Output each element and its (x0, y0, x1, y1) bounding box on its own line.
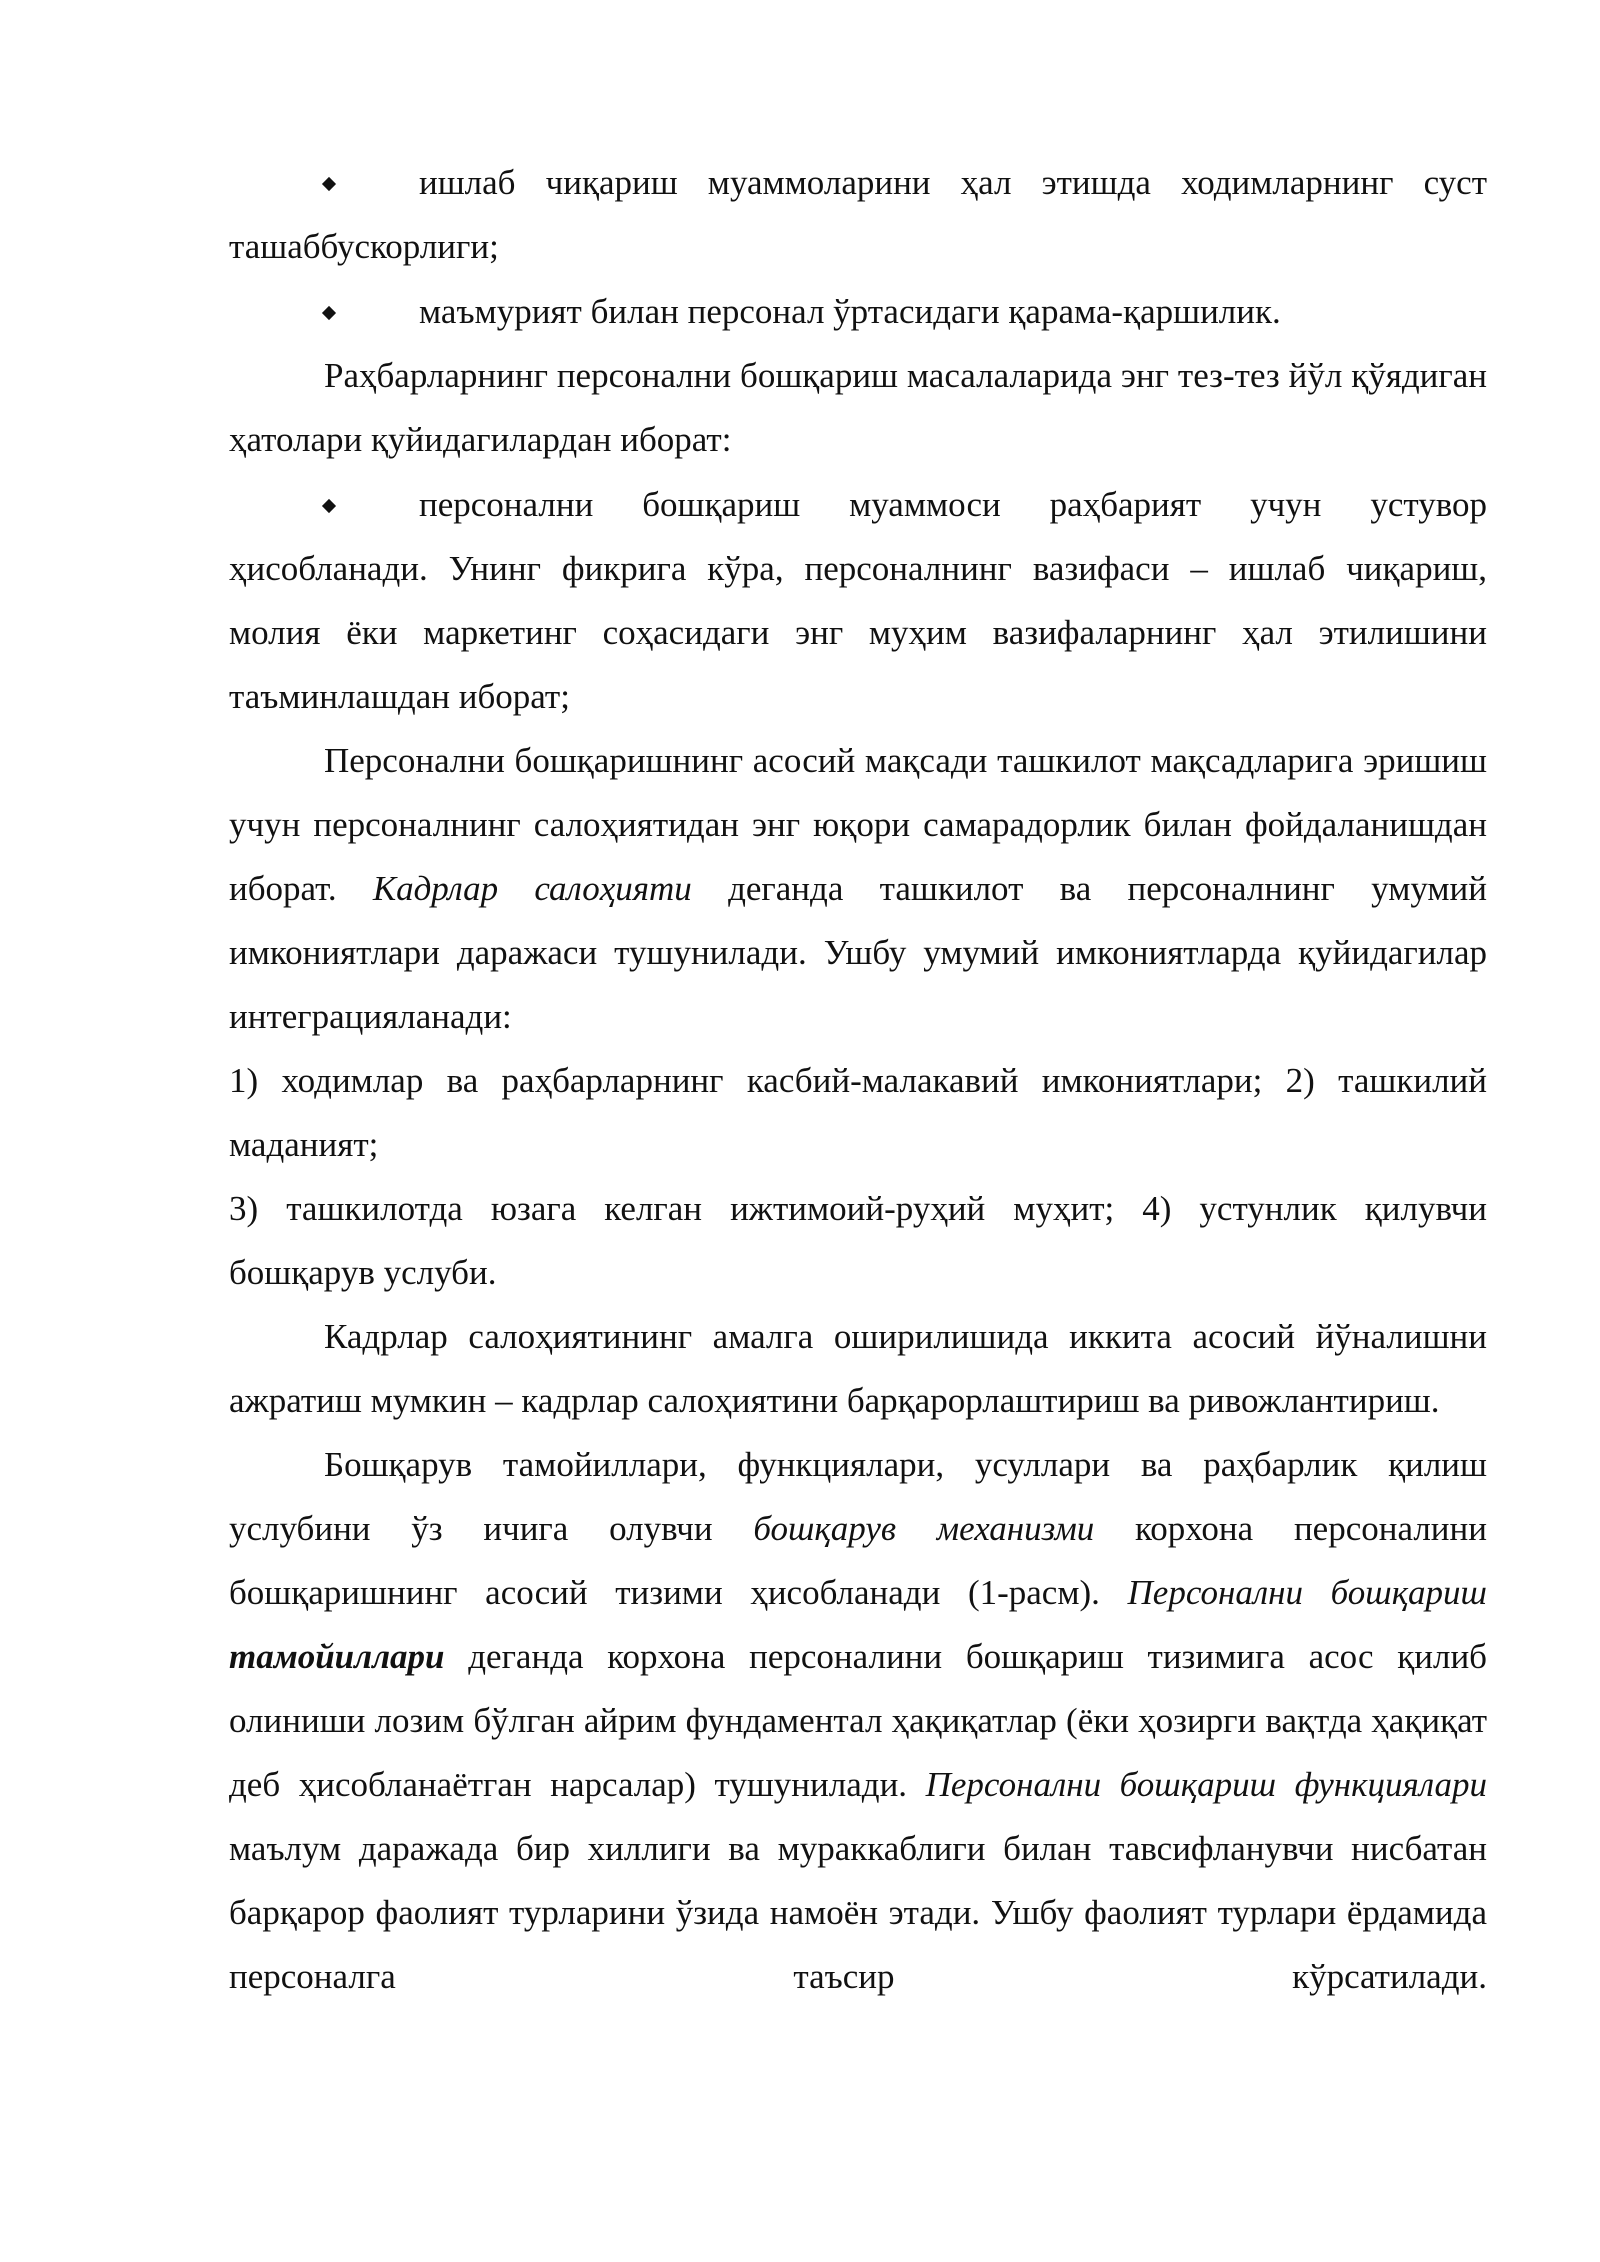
bullet-text-3: персонални бошқариш муаммоси раҳбарият учун устувор ҳисобланади. Унинг фикрига кўра, персоналнинг вазифаси – ишлаб чиқариш, молия ёки маркетинг соҳасидаги энг муҳим вазифаларнинг ҳал этилишини таъминлашдан иборат; (229, 485, 1487, 716)
bullet-item-2 (229, 279, 1487, 344)
bullet-text-2: маъмурият билан персонал ўртасидаги қарама-қаршилик. (419, 292, 1281, 331)
paragraph-6-bold-italic-term: тамойиллари (229, 1637, 445, 1676)
paragraph-3: 1) ходимлар ва раҳбарларнинг касбий-малакавий имкониятлари; 2) ташкилий маданият; (229, 1061, 1487, 1164)
diamond-bullet-icon (229, 150, 419, 214)
paragraph-6-italic-term-1: бошқарув механизми (753, 1509, 1095, 1548)
paragraph-6 (229, 1433, 1487, 2009)
bullet-item-3 (229, 472, 1487, 729)
paragraph-2-text-b: деганда ташкилот ва персоналнинг умумий имкониятлари даражаси тушунилади. Ушбу умумий имкониятларда қуйидагилар интеграцияланади: (229, 869, 1487, 1036)
paragraph-5: Кадрлар салоҳиятининг амалга оширилишида иккита асосий йўналишни ажратиш мумкин – кадрлар салоҳиятини барқарорлаштириш ва ривожлантириш. (229, 1317, 1487, 1420)
paragraph-2 (229, 729, 1487, 1049)
paragraph-2-italic-term: Кадрлар салоҳияти (372, 869, 692, 908)
bullet-text-1: ишлаб чиқариш муаммоларини ҳал этишда ходимларнинг суст ташаббускорлиги; (229, 163, 1487, 266)
paragraph-2-text-a: Персонални бошқаришнинг асосий мақсади ташкилот мақсадларига эришиш учун персоналнинг салоҳиятидан энг юқори самарадорлик билан фойдаланишдан иборат. (229, 741, 1487, 908)
diamond-bullet-icon (229, 472, 419, 536)
document-page (229, 150, 1487, 2009)
paragraph-6-italic-term-3: Персонални бошқариш функциялари (925, 1765, 1488, 1804)
paragraph-6-text-b: корхона персоналини бошқаришнинг асосий тизими ҳисобланади (1-расм). (229, 1509, 1487, 1612)
diamond-bullet-icon (229, 279, 419, 343)
paragraph-6-text-a: Бошқарув тамойиллари, функциялари, усуллари ва раҳбарлик қилиш услубини ўз ичига олувчи (229, 1445, 1487, 1548)
bullet-item-1 (229, 150, 1487, 279)
paragraph-6-text-c: деганда корхона персоналини бошқариш тизимига асос қилиб олиниши лозим бўлган айрим фундаментал ҳақиқатлар (ёки ҳозирги вақтда ҳақиқат деб ҳисобланаётган нарсалар) тушунилади. (229, 1637, 1487, 1804)
paragraph-4: 3) ташкилотда юзага келган ижтимоий-руҳий муҳит; 4) устунлик қилувчи бошқарув услуби. (229, 1189, 1487, 1292)
paragraph-1: Раҳбарларнинг персонални бошқариш масалаларида энг тез-тез йўл қўядиган ҳатолари қуйидагилардан иборат: (229, 356, 1487, 459)
paragraph-6-italic-term-2: Персонални бошқариш (1127, 1573, 1487, 1612)
paragraph-6-text-d: маълум даражада бир хиллиги ва мураккаблиги билан тавсифланувчи нисбатан барқарор фаолият турларини ўзида намоён этади. Ушбу фаолият турлари ёрдамида персоналга таъсир кўрсатилади. (229, 1829, 1487, 1996)
